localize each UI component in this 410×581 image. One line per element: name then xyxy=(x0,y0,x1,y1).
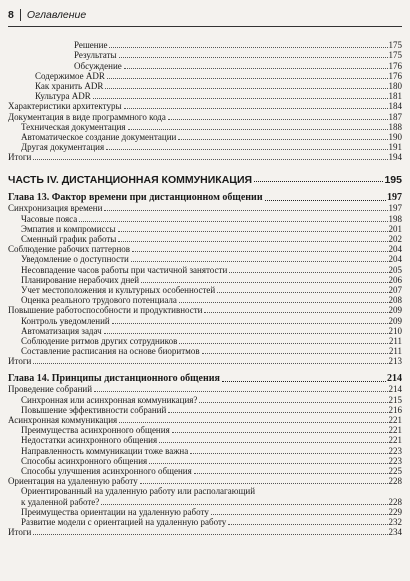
toc-entry-title: Проведение собраний xyxy=(8,384,93,395)
dot-leader xyxy=(159,442,387,443)
toc-entry-page: 211 xyxy=(388,346,402,357)
dot-leader xyxy=(94,391,387,392)
toc-entry-title: ЧАСТЬ IV. ДИСТАНЦИОННАЯ КОММУНИКАЦИЯ xyxy=(8,174,253,186)
toc-entry-page: 175 xyxy=(388,50,402,61)
toc-entry-page: 204 xyxy=(388,244,402,255)
toc-entry-page: 232 xyxy=(388,516,402,527)
toc-entry-title: Техническая документация xyxy=(21,121,126,132)
dot-leader xyxy=(204,312,387,313)
toc-entry xyxy=(8,415,402,425)
toc-chapter-entry xyxy=(8,372,402,384)
toc-entry-page: 215 xyxy=(388,394,402,405)
dot-leader xyxy=(128,129,388,130)
toc-entry-title: Соблюдение рабочих паттернов xyxy=(8,244,131,255)
toc-entry-title: Планирование нерабочих дней xyxy=(21,274,140,285)
toc-entry-page: 228 xyxy=(388,476,402,487)
toc-entry-title: Составление расписания на основе биоритмов xyxy=(21,346,200,357)
toc-entry-title: Итоги xyxy=(8,527,32,538)
toc-entry-title: Глава 13. Фактор времени при дистанционном общении xyxy=(8,192,263,204)
toc-entry-page: 197 xyxy=(388,203,402,214)
toc-entry-page: 180 xyxy=(388,80,402,91)
dot-leader xyxy=(107,78,388,79)
dot-leader xyxy=(33,159,387,160)
toc-entry xyxy=(8,132,402,142)
toc-entry xyxy=(8,466,402,476)
toc-entry xyxy=(8,315,402,325)
toc-entry-title: Результаты xyxy=(74,50,117,61)
toc-entry xyxy=(8,50,402,60)
dot-leader xyxy=(217,292,387,293)
toc-entry xyxy=(8,507,402,517)
toc-entry-page: 208 xyxy=(388,295,402,306)
toc-entry-page: 188 xyxy=(388,121,402,132)
toc-entry xyxy=(8,405,402,415)
table-of-contents xyxy=(8,40,402,537)
toc-entry xyxy=(8,384,402,394)
dot-leader xyxy=(119,57,388,58)
toc-entry-title: Итоги xyxy=(8,152,32,163)
toc-entry xyxy=(8,435,402,445)
toc-entry-page: 225 xyxy=(388,465,402,476)
toc-entry-page: 211 xyxy=(388,335,402,346)
toc-entry-page: 221 xyxy=(388,435,402,446)
toc-entry xyxy=(8,517,402,527)
toc-entry-page: 195 xyxy=(384,174,402,186)
toc-entry-title: Глава 14. Принципы дистанционного общения xyxy=(8,373,220,385)
toc-entry-title: Направленность коммуникации тоже важна xyxy=(21,445,189,456)
toc-entry xyxy=(8,285,402,295)
dot-leader xyxy=(140,483,388,484)
toc-entry xyxy=(8,101,402,111)
toc-entry-page: 223 xyxy=(388,455,402,466)
toc-entry xyxy=(8,203,402,213)
toc-entry xyxy=(8,445,402,455)
toc-entry-title: Ориентация на удаленную работу xyxy=(8,476,138,487)
dot-leader xyxy=(101,504,387,505)
dot-leader xyxy=(104,333,388,334)
toc-entry xyxy=(8,254,402,264)
toc-entry-page: 184 xyxy=(388,101,402,112)
toc-entry xyxy=(8,111,402,121)
toc-entry xyxy=(8,224,402,234)
toc-entry-page: 221 xyxy=(388,415,402,425)
toc-entry-title: Повышение работоспособности и продуктивности xyxy=(8,305,203,316)
dot-leader xyxy=(106,149,387,150)
toc-entry xyxy=(8,527,402,537)
toc-entry-page: 191 xyxy=(388,142,402,153)
toc-entry xyxy=(8,425,402,435)
toc-entry xyxy=(8,81,402,91)
toc-entry xyxy=(8,91,402,101)
toc-entry-page: 213 xyxy=(388,356,402,367)
dot-leader xyxy=(119,422,387,423)
toc-entry-title: Преимущества асинхронного общения xyxy=(21,425,170,436)
dot-leader xyxy=(33,363,387,364)
toc-entry-title: Развитие модели с ориентацией на удаленную работу xyxy=(21,516,227,527)
toc-entry xyxy=(8,356,402,366)
dot-leader xyxy=(149,463,387,464)
toc-entry xyxy=(8,40,402,50)
toc-entry-page: 181 xyxy=(388,91,402,102)
toc-entry-page: 197 xyxy=(387,192,402,204)
toc-entry-page: 216 xyxy=(388,404,402,415)
toc-entry-page: 223 xyxy=(388,445,402,456)
dot-leader xyxy=(265,200,386,201)
toc-entry-title: Уведомление о доступности xyxy=(21,254,129,265)
dot-leader xyxy=(168,412,387,413)
toc-entry-title: Недостатки асинхронного общения xyxy=(21,435,158,446)
toc-entry xyxy=(8,275,402,285)
dot-leader xyxy=(105,88,387,89)
dot-leader xyxy=(229,272,387,273)
toc-entry-title: Часовые пояса xyxy=(21,213,78,224)
toc-entry-title: Соблюдение ритмов других сотрудников xyxy=(21,335,178,346)
dot-leader xyxy=(118,241,387,242)
toc-entry-title: Асинхронная коммуникация xyxy=(8,415,118,425)
toc-part-entry xyxy=(8,171,402,185)
dot-leader xyxy=(228,524,387,525)
toc-entry-page: 210 xyxy=(388,325,402,336)
dot-leader xyxy=(79,221,387,222)
dot-leader xyxy=(33,534,387,535)
dot-leader xyxy=(179,302,388,303)
toc-entry xyxy=(8,244,402,254)
toc-entry xyxy=(8,456,402,466)
toc-entry xyxy=(8,234,402,244)
toc-entry-title: Синхронизация времени xyxy=(8,203,103,214)
page-header xyxy=(8,7,402,23)
dot-leader xyxy=(104,210,387,211)
toc-entry xyxy=(8,486,402,496)
dot-leader xyxy=(109,47,387,48)
toc-entry-title: Культура ADR xyxy=(35,91,91,102)
toc-entry-title: Автоматизация задач xyxy=(21,325,102,336)
dot-leader xyxy=(132,251,387,252)
toc-entry-page: 176 xyxy=(388,70,402,81)
dot-leader xyxy=(254,181,383,182)
toc-entry-page: 202 xyxy=(388,234,402,244)
toc-entry-page: 229 xyxy=(388,506,402,517)
toc-entry-page: 176 xyxy=(388,60,402,71)
toc-entry xyxy=(8,142,402,152)
toc-entry-title: Учет местоположения и культурных особенностей xyxy=(21,284,216,295)
dot-leader xyxy=(124,68,388,69)
toc-entry xyxy=(8,71,402,81)
dot-leader xyxy=(190,453,387,454)
header-rule xyxy=(8,26,402,27)
toc-entry xyxy=(8,496,402,506)
dot-leader xyxy=(202,353,388,354)
toc-entry-page: 214 xyxy=(388,384,402,395)
toc-entry-page: 201 xyxy=(388,223,402,234)
toc-entry-page: 198 xyxy=(388,213,402,224)
toc-entry-title: Несовпадение часов работы при частичной занятости xyxy=(21,264,228,275)
toc-entry-title: Итоги xyxy=(8,356,32,367)
toc-entry-page: 206 xyxy=(388,274,402,285)
toc-entry-page: 207 xyxy=(388,284,402,295)
toc-entry-page: 214 xyxy=(387,373,402,385)
toc-entry-title: Как хранить ADR xyxy=(35,80,104,91)
toc-entry-title: Ориентированный на удаленную работу или располагающий xyxy=(21,486,256,497)
toc-entry-page: 221 xyxy=(388,425,402,436)
toc-entry xyxy=(8,60,402,70)
toc-entry xyxy=(8,305,402,315)
toc-entry-title: Способы асинхронного общения xyxy=(21,455,148,466)
dot-leader xyxy=(179,343,387,344)
toc-entry-title: Другая документация xyxy=(21,142,105,153)
toc-entry-title: Преимущества ориентации на удаленную работу xyxy=(21,506,209,517)
dot-leader xyxy=(199,402,387,403)
toc-chapter-entry xyxy=(8,191,402,203)
toc-entry xyxy=(8,152,402,162)
toc-entry-title: Оценка реального трудового потенциала xyxy=(21,295,177,306)
toc-entry-title: Автоматическое создание документации xyxy=(21,131,177,142)
dot-leader xyxy=(178,139,387,140)
dot-leader xyxy=(118,231,388,232)
toc-entry-title: Решение xyxy=(74,40,108,51)
toc-entry-page: 204 xyxy=(388,254,402,265)
toc-entry-page: 209 xyxy=(388,315,402,326)
toc-entry-title: Способы улучшения асинхронного общения xyxy=(21,465,192,476)
dot-leader xyxy=(211,514,388,515)
toc-entry-title: Синхронная или асинхронная коммуникация? xyxy=(21,394,198,405)
dot-leader xyxy=(124,108,388,109)
toc-entry-page: 194 xyxy=(388,152,402,163)
toc-entry-page: 175 xyxy=(388,40,402,51)
toc-entry xyxy=(8,122,402,132)
toc-entry-page: 187 xyxy=(388,111,402,122)
toc-entry xyxy=(8,326,402,336)
toc-entry xyxy=(8,295,402,305)
toc-entry-title: Обсуждение xyxy=(74,60,122,71)
toc-entry-page: 205 xyxy=(388,264,402,275)
toc-entry-page: 190 xyxy=(388,131,402,142)
toc-entry xyxy=(8,346,402,356)
toc-entry xyxy=(8,394,402,404)
toc-entry-title: Содержимое ADR xyxy=(35,70,105,81)
header-divider xyxy=(20,9,21,21)
dot-leader xyxy=(93,98,388,99)
toc-entry-title: Контроль уведомлений xyxy=(21,315,110,326)
dot-leader xyxy=(168,119,388,120)
dot-leader xyxy=(222,381,386,382)
toc-entry-page: 228 xyxy=(388,496,402,507)
toc-entry xyxy=(8,476,402,486)
toc-entry-title: к удаленной работе? xyxy=(21,496,100,507)
page-number: 8 xyxy=(8,9,14,21)
dot-leader xyxy=(131,261,388,262)
toc-entry-title: Характеристики архитектуры xyxy=(8,101,122,112)
toc-entry-page: 209 xyxy=(388,305,402,316)
dot-leader xyxy=(172,432,388,433)
toc-entry xyxy=(8,264,402,274)
toc-entry-title: Эмпатия и компромиссы xyxy=(21,223,116,234)
dot-leader xyxy=(194,473,388,474)
toc-entry xyxy=(8,213,402,223)
running-title: Оглавление xyxy=(26,9,87,21)
toc-entry xyxy=(8,336,402,346)
dot-leader xyxy=(112,323,388,324)
toc-entry-page: 234 xyxy=(388,527,402,538)
dot-leader xyxy=(141,282,387,283)
toc-entry-title: Повышение эффективности собраний xyxy=(21,404,167,415)
toc-entry-title: Сменный график работы xyxy=(21,234,117,244)
toc-entry-title: Документация в виде программного кода xyxy=(8,111,166,122)
